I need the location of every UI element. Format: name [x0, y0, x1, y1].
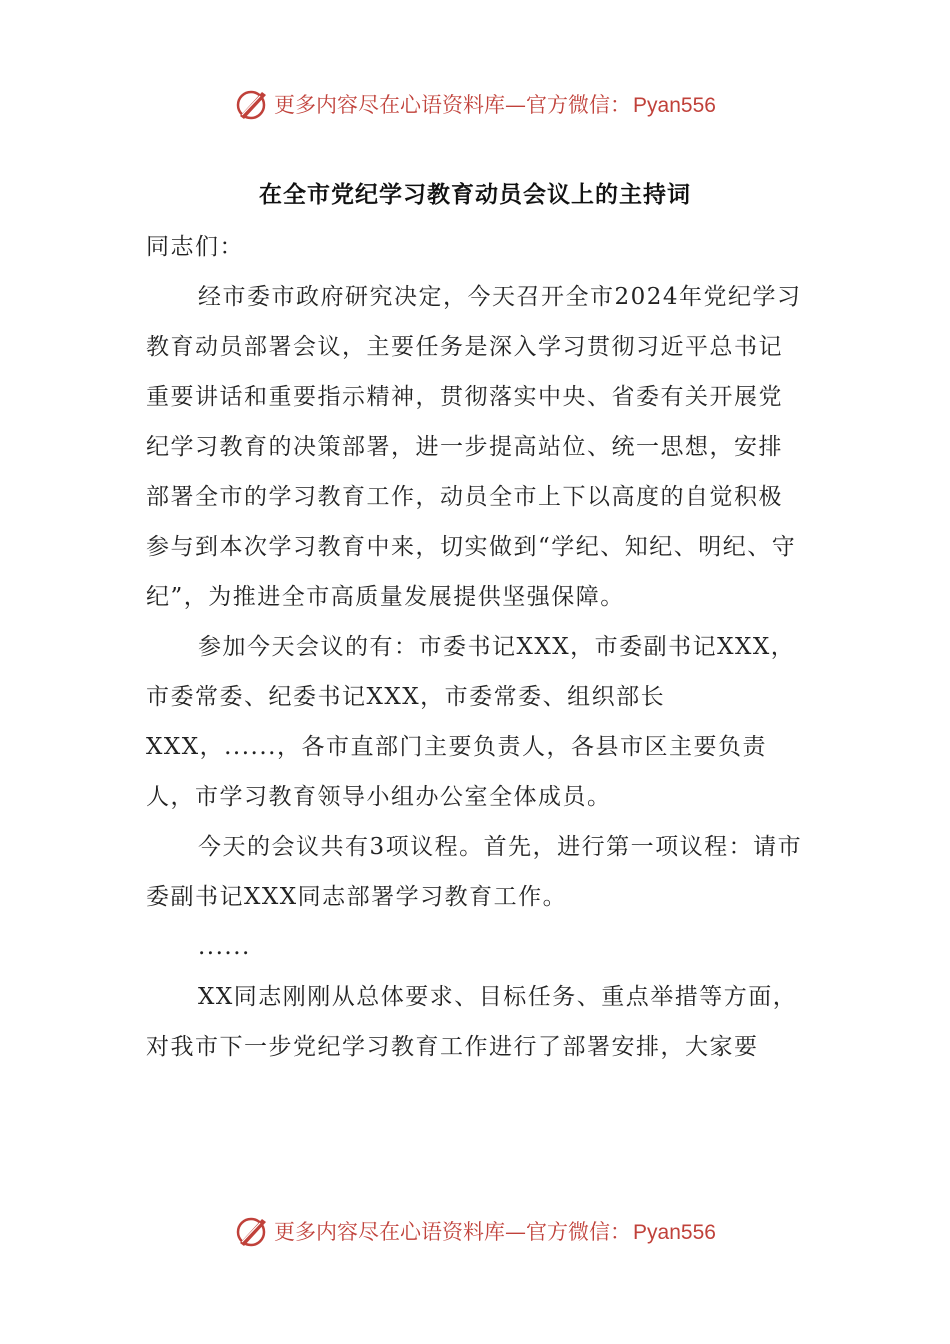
banner-text: [274, 1216, 716, 1246]
pen-logo-icon: [234, 1213, 270, 1249]
document-body: [146, 222, 806, 1072]
paragraph-ellipsis: ......: [198, 934, 251, 960]
pen-logo-icon: [234, 86, 270, 122]
banner-text: [274, 89, 716, 119]
greeting: 同志们：: [146, 234, 244, 260]
paragraph-5: XX同志刚刚从总体要求、目标任务、重点举措等方面，对我市下一步党纪学习教育工作进行了部署安排，大家要: [146, 984, 798, 1060]
paragraph-1: 经市委市政府研究决定，今天召开全市2024年党纪学习教育动员部署会议，主要任务是深入学习贯彻习近平总书记重要讲话和重要指示精神，贯彻落实中央、省委有关开展党纪学习教育的决策部署，进一步提高站位、统一思想，安排部署全市的学习教育工作，动员全市上下以高度的自觉积极参与到本次学习教育中来，切实做到“学纪、知纪、明纪、守纪”，为推进全市高质量发展提供坚强保障。: [146, 284, 802, 610]
banner-label: 更多内容尽在心语资料库—官方微信：: [274, 1220, 632, 1244]
header-watermark-banner: [0, 82, 950, 126]
banner-wechat-id: Pyan556: [633, 94, 716, 117]
paragraph-2: 参加今天会议的有：市委书记XXX，市委副书记XXX，市委常委、纪委书记XXX，市委常委、组织部长XXX，......，各市直部门主要负责人，各县市区主要负责人，市学习教育领导小组办公室全体成员。: [146, 634, 796, 810]
banner-wechat-id: Pyan556: [633, 1221, 716, 1244]
paragraph-3: 今天的会议共有3项议程。首先，进行第一项议程：请市委副书记XXX同志部署学习教育工作。: [146, 834, 803, 910]
document-title: 在全市党纪学习教育动员会议上的主持词: [259, 181, 691, 208]
footer-watermark-banner: [0, 1209, 950, 1253]
banner-label: 更多内容尽在心语资料库—官方微信：: [274, 93, 632, 117]
